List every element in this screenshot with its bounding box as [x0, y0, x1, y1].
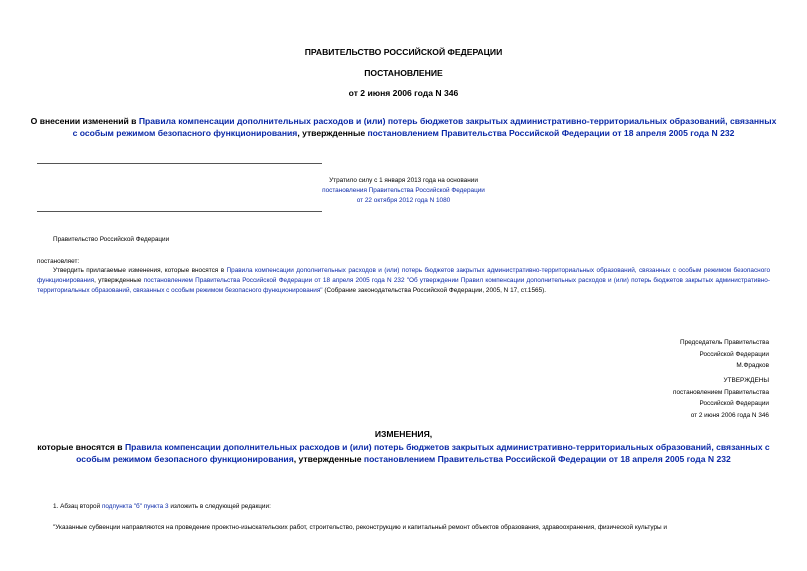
para-prefix: Утвердить прилагаемые изменения, которые вносятся в	[53, 267, 227, 274]
document-title	[30, 115, 777, 139]
item1-suffix: изложить в следующей редакции:	[168, 503, 271, 510]
approved-by: постановлением Правительства	[673, 388, 769, 396]
changes-prefix: которые вносятся в	[37, 442, 125, 452]
top-divider	[37, 163, 322, 164]
bottom-divider	[37, 211, 322, 212]
approved-country: Российской Федерации	[699, 400, 769, 407]
decree-link[interactable]: постановлением Правительства Российской Федерации от 18 апреля 2005 года N 232	[367, 128, 735, 138]
item1-link[interactable]: подпункта "б" пункта 3	[101, 503, 169, 510]
para-middle: , утвержденные	[94, 277, 144, 284]
item-1	[53, 502, 271, 512]
signature-block	[569, 337, 769, 372]
changes-heading: ИЗМЕНЕНИЯ,	[374, 429, 433, 439]
doc-type-header: ПОСТАНОВЛЕНИЕ	[364, 68, 443, 78]
status-note-line1: Утратило силу с 1 января 2013 года на основании	[329, 177, 478, 184]
government-line: Правительство Российской Федерации	[53, 236, 170, 243]
doc-date-number: от 2 июня 2006 года N 346	[348, 88, 459, 98]
main-paragraph	[37, 266, 770, 296]
status-note-link-line3[interactable]: от 22 октября 2012 года N 1080	[356, 197, 451, 204]
signature-country: Российской Федерации	[699, 350, 769, 358]
para-suffix: (Собрание законодательства Российской Федерации, 2005, N 17, ст.1565).	[322, 287, 547, 294]
title-prefix: О внесении изменений в	[30, 116, 139, 126]
signature-title: Председатель Правительства	[680, 339, 769, 346]
para-rules-link[interactable]: Правила компенсации дополнительных расходов и (или) потерь бюджетов закрытых административно-территориальных образований, связанных с особым режимом безопасного функционирования	[37, 267, 770, 284]
quote-paragraph: "Указанные субвенции направляются на проведение проектно-изыскательских работ, строительство, реконструкцию и капитальный ремонт объектов образования, здравоохранения, физической культуры и	[53, 524, 667, 531]
changes-middle: , утвержденные	[293, 454, 364, 464]
status-note-link-line2[interactable]: постановления Правительства Российской Федерации	[322, 187, 485, 194]
rules-link[interactable]: Правила компенсации дополнительных расходов и (или) потерь бюджетов закрытых административно-территориальных образований, связанных с особым режимом безопасного функционирования	[72, 116, 777, 138]
para-decree-link[interactable]: постановлением Правительства Российской Федерации от 18 апреля 2005 года N 232 "Об утверждении Правил компенсации дополнительных расходов и (или) потерь бюджетов закрытых административно-территориальных образований, связанных с особым режимом безопасного функционирования"	[37, 277, 770, 294]
changes-title	[30, 441, 777, 465]
approved-date: от 2 июня 2006 года N 346	[690, 411, 769, 419]
approved-heading: УТВЕРЖДЕНЫ	[723, 377, 769, 384]
changes-rules-link[interactable]: Правила компенсации дополнительных расходов и (или) потерь бюджетов закрытых административно-территориальных образований, связанных с особым режимом безопасного функционирования	[76, 442, 770, 464]
signature-name: М.Фрадков	[736, 362, 769, 369]
decrees-line: постановляет:	[37, 258, 80, 265]
item1-prefix: 1. Абзац второй	[53, 503, 102, 510]
government-header: ПРАВИТЕЛЬСТВО РОССИЙСКОЙ ФЕДЕРАЦИИ	[304, 47, 503, 57]
approved-block	[569, 375, 769, 421]
title-middle: , утвержденные	[297, 128, 368, 138]
changes-decree-link[interactable]: постановлением Правительства Российской Федерации от 18 апреля 2005 года N 232	[363, 454, 731, 464]
